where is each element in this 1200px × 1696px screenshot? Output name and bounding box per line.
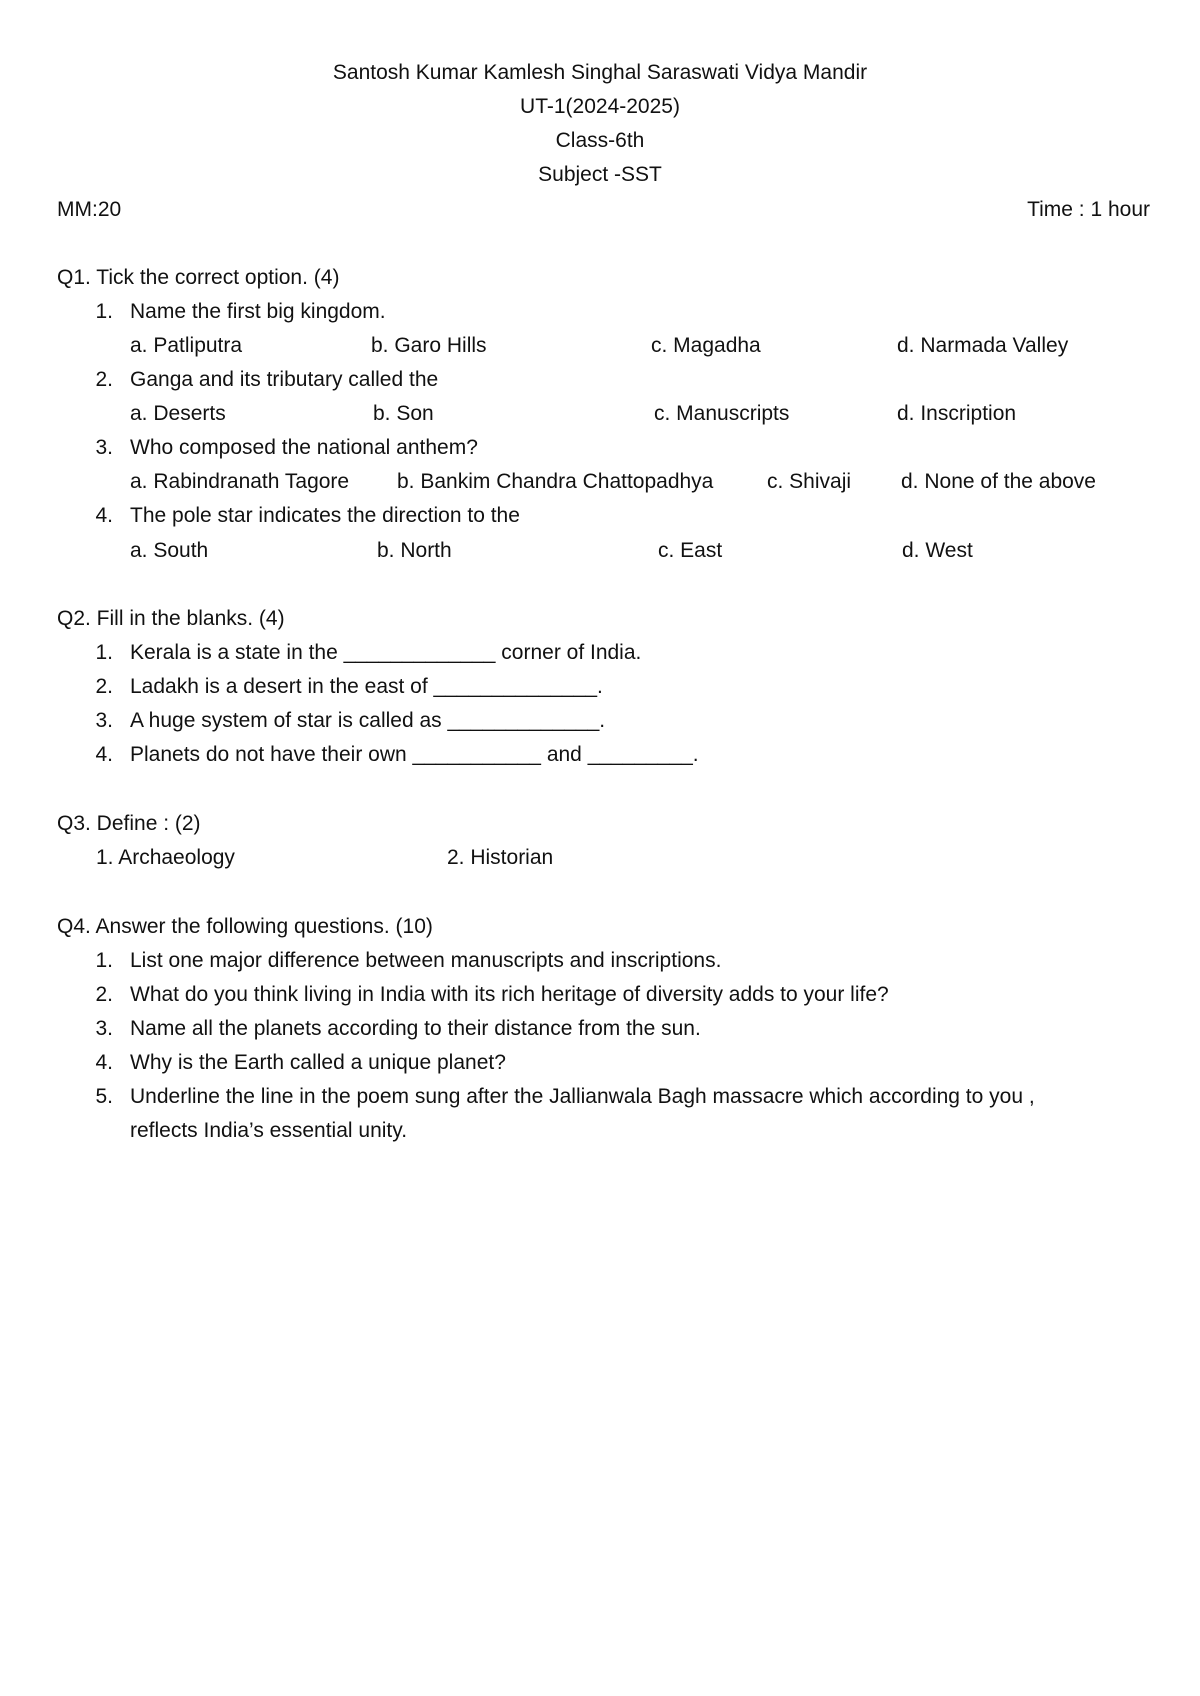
item-number: 1. xyxy=(95,641,113,664)
item-number: 2. xyxy=(95,983,113,1006)
item-number: 3. xyxy=(95,709,113,732)
q3-title: Q3. Define : (2) xyxy=(57,812,201,835)
blank-text: A huge system of star is called as _____________. xyxy=(130,709,606,732)
q1-item-2-option-c: c. Manuscripts xyxy=(654,402,790,425)
item-number: 2. xyxy=(95,368,113,391)
q3-item-1: 1. Archaeology xyxy=(96,846,235,869)
item-number: 4. xyxy=(95,504,113,527)
blank-text: Ladakh is a desert in the east of ______________. xyxy=(130,675,603,698)
time-allowed: Time : 1 hour xyxy=(1027,198,1150,221)
q1-item-4-option-c: c. East xyxy=(658,539,723,562)
q1-item-3-option-d: d. None of the above xyxy=(901,470,1096,493)
subject-label: Subject -SST xyxy=(538,163,662,186)
question-text: Why is the Earth called a unique planet? xyxy=(130,1051,506,1074)
question-text: Underline the line in the poem sung after the Jallianwala Bagh massacre which according to you , xyxy=(130,1085,1035,1108)
question-text: Who composed the national anthem? xyxy=(130,436,478,459)
item-number: 2. xyxy=(95,675,113,698)
q1-item-4-option-a: a. South xyxy=(130,539,209,562)
question-text: What do you think living in India with its rich heritage of diversity adds to your life? xyxy=(130,983,889,1006)
q3-item-2: 2. Historian xyxy=(447,846,554,869)
q1-title: Q1. Tick the correct option. (4) xyxy=(57,266,340,289)
q1-item-1-option-a: a. Patliputra xyxy=(130,334,243,357)
item-number: 3. xyxy=(95,436,113,459)
item-number: 4. xyxy=(95,743,113,766)
question-text: The pole star indicates the direction to the xyxy=(130,504,520,527)
item-number: 4. xyxy=(95,1051,113,1074)
q2-title: Q2. Fill in the blanks. (4) xyxy=(57,607,285,630)
q1-item-1-option-b: b. Garo Hills xyxy=(371,334,487,357)
blank-text: Planets do not have their own ___________ and _________. xyxy=(130,743,699,766)
question-text: Name all the planets according to their distance from the sun. xyxy=(130,1017,701,1040)
question-text: Ganga and its tributary called the xyxy=(130,368,439,391)
class-label: Class-6th xyxy=(555,129,645,152)
q1-item-2-option-a: a. Deserts xyxy=(130,402,226,425)
school-name: Santosh Kumar Kamlesh Singhal Saraswati Vidya Mandir xyxy=(332,61,868,84)
item-number: 3. xyxy=(95,1017,113,1040)
q1-item-1-option-c: c. Magadha xyxy=(651,334,761,357)
item-number: 5. xyxy=(95,1085,113,1108)
q1-item-1-option-d: d. Narmada Valley xyxy=(897,334,1069,357)
q4-item-5-continuation: reflects India’s essential unity. xyxy=(130,1119,408,1142)
q1-item-3-option-b: b. Bankim Chandra Chattopadhya xyxy=(397,470,714,493)
blank-text: Kerala is a state in the _____________ corner of India. xyxy=(130,641,642,664)
item-number: 1. xyxy=(95,949,113,972)
item-number: 1. xyxy=(95,300,113,323)
max-marks: MM:20 xyxy=(57,198,122,221)
q4-title: Q4. Answer the following questions. (10) xyxy=(57,915,433,938)
q1-item-4-option-d: d. West xyxy=(902,539,973,562)
q1-item-4-option-b: b. North xyxy=(377,539,452,562)
question-text: Name the first big kingdom. xyxy=(130,300,386,323)
q1-item-3-option-c: c. Shivaji xyxy=(767,470,852,493)
q1-item-2-option-b: b. Son xyxy=(373,402,434,425)
q1-item-2-option-d: d. Inscription xyxy=(897,402,1017,425)
question-text: List one major difference between manuscripts and inscriptions. xyxy=(130,949,722,972)
q1-item-3-option-a: a. Rabindranath Tagore xyxy=(130,470,350,493)
exam-title: UT-1(2024-2025) xyxy=(520,95,680,118)
